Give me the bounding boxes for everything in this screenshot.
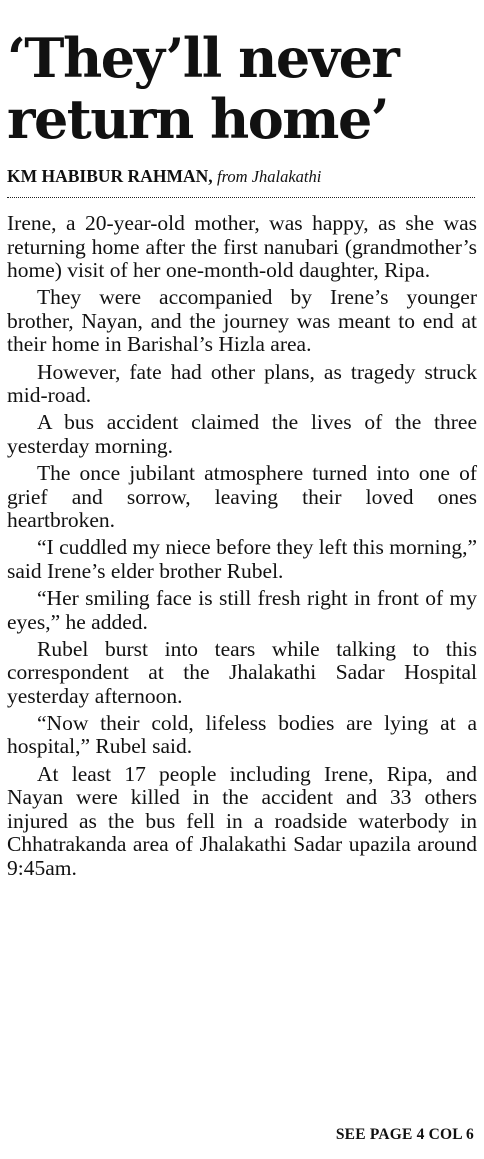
- paragraph: However, fate had other plans, as tragedy struck mid-road.: [7, 359, 477, 408]
- paragraph: A bus accident claimed the lives of the three yesterday morning.: [7, 410, 477, 458]
- paragraph: “Her smiling face is still fresh right in front of my eyes,” he added.: [7, 585, 477, 634]
- dotted-divider: [7, 197, 475, 198]
- news-article: [7, 28, 477, 884]
- headline-line-1: ‘They’ll never: [7, 26, 399, 90]
- paragraph: The once jubilant atmosphere turned into one of grief and sorrow, leaving their loved ones heartbroken.: [7, 460, 477, 533]
- byline: [7, 165, 477, 188]
- paragraph: Irene, a 20-year-old mother, was happy, as she was returning home after the first nanubari (grandmother’s home) visit of her one-month-old daughter, Ripa.: [7, 211, 477, 283]
- byline-location: from Jhalakathi: [217, 167, 322, 186]
- byline-author: KM HABIBUR RAHMAN,: [7, 166, 213, 186]
- paragraph: At least 17 people including Irene, Ripa, and Nayan were killed in the accident and 33 others injured as the bus fell in a roadside waterbody in Chhatrakanda area of Jhalakathi Sadar upazila around 9:45am.: [7, 761, 477, 880]
- continued-jump-line: SEE PAGE 4 COL 6: [335, 1126, 474, 1143]
- article-body: [7, 212, 477, 881]
- paragraph: They were accompanied by Irene’s younger brother, Nayan, and the journey was meant to end at their home in Barishal’s Hizla area.: [7, 285, 477, 357]
- paragraph: Rubel burst into tears while talking to this correspondent at the Jhalakathi Sadar Hospital yesterday afternoon.: [7, 636, 477, 708]
- paragraph: “Now their cold, lifeless bodies are lying at a hospital,” Rubel said.: [7, 710, 477, 759]
- headline-line-2: return home’: [7, 87, 389, 151]
- headline: [7, 28, 477, 150]
- paragraph: “I cuddled my niece before they left this morning,” said Irene’s elder brother Rubel.: [7, 535, 477, 583]
